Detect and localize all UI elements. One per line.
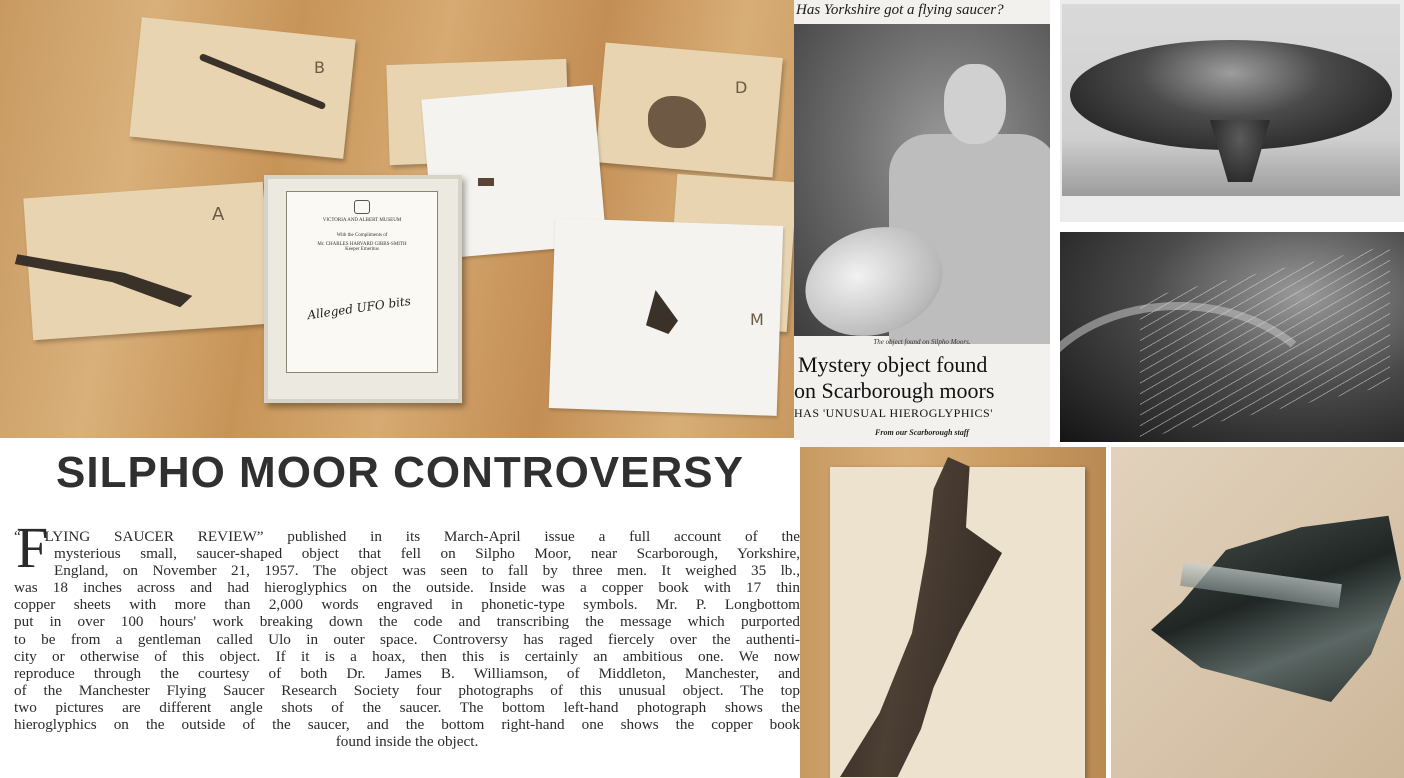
article-line: put in over 100 hours' work breaking down the code and transcribing the message which purported [14,613,800,631]
envelope-a [23,182,272,340]
saucer-hieroglyphics-photo [1060,232,1404,442]
newspaper-title-line1: Mystery object found [798,352,988,377]
card-compliments: With the Compliments of [336,233,388,238]
small-chip-fragment [478,178,494,186]
magazine-article [0,440,800,778]
envelope-letter-a: A [212,204,225,225]
article-line: mysterious small, saucer-shaped object that fell on Silpho Moor, near Scarborough, Yorkshire, [54,545,800,563]
saucer-side-photo [1060,0,1404,222]
newspaper-subtitle: HAS 'UNUSUAL HIEROGLYPHICS' [794,406,993,420]
museum-crest-icon [354,200,370,214]
card-handwriting: Alleged UFO bits [306,293,412,323]
article-line: reproduce through the courtesy of both Dr. James B. Williamson, of Middleton, Manchester, and [14,664,800,682]
envelope-b [129,17,355,159]
glass-fragment-photo [1111,447,1404,778]
specimen-box [264,175,462,403]
newspaper-photo [794,24,1050,336]
envelope-letter-m: M [750,310,764,329]
article-line: copper sheets with more than 2,000 words engraved in phonetic-type symbols. Mr. P. Longbottom [14,596,800,614]
newspaper-clipping [794,0,1050,447]
compliments-card [286,191,438,373]
article-line: of the Manchester Flying Saucer Research Society four photographs of this unusual object. The top [14,681,800,699]
metal-strip-photo [800,447,1106,778]
envelope-letter-b: B [314,58,325,77]
card-person: Mr. CHARLES HARVARD GIBBS-SMITH [317,242,407,247]
article-line: was 18 inches across and had hieroglyphics on the outside. Inside was a copper book with 17 thin [14,579,800,597]
article-line: “ LYING SAUCER REVIEW” published in its March-April issue a full account of the [14,528,800,545]
article-title: SILPHO MOOR CONTROVERSY [56,448,744,497]
article-body [14,528,800,750]
card-museum-name: VICTORIA AND ALBERT MUSEUM [322,218,402,223]
hieroglyph-rows [1140,245,1390,438]
newspaper-caption: The object found on Silpho Moors. [873,338,971,346]
article-dropcap: F [16,515,49,580]
article-line: England, on November 21, 1957. The object was seen to fall by three men. It weighed 35 lb., [54,562,800,580]
article-line: city or otherwise of this object. If it is a hoax, then this is certainly an ambitious one. We now [14,647,800,665]
article-line: two pictures are different angle shots of the saucer. The bottom left-hand photograph shows the [14,698,800,716]
article-line: to be from a gentleman called Ulo in outer space. Controversy has raged fiercely over the authenti- [14,630,800,648]
newspaper-headline: Has Yorkshire got a flying saucer? [796,2,1004,18]
man-head [944,64,1006,144]
newspaper-credit: From our Scarborough staff [875,428,969,437]
envelope-letter-d: D [735,78,748,97]
envelopes-photo [0,0,794,438]
newspaper-title-line2: on Scarborough moors [794,378,995,403]
glass-shard [1151,512,1401,702]
article-line: found inside the object. [335,733,479,751]
article-line: hieroglyphics on the outside of the saucer, and the bottom right-hand one shows the copper book [14,716,800,734]
card-title: Keeper Emeritus [345,247,379,252]
